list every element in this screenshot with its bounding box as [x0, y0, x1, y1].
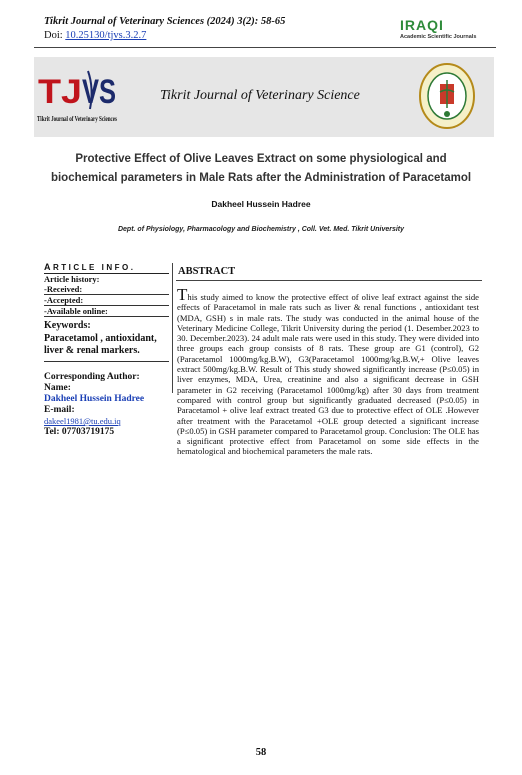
abstract-dropcap: T: [177, 285, 188, 304]
received-label: -Received:: [44, 284, 169, 295]
iraqi-journals-logo: [400, 17, 492, 40]
affiliation: Dept. of Physiology, Pharmacology and Biochemistry , Coll. Vet. Med. Tikrit University: [117, 226, 405, 233]
email-link[interactable]: dakeel1981@tu.edu.iq: [44, 416, 121, 426]
corresponding-author-label: Corresponding Author:: [44, 372, 140, 382]
column-divider: [172, 263, 173, 393]
paper-title-line-1: Protective Effect of Olive Leaves Extract on some physiological and: [75, 153, 447, 165]
page-number: 58: [255, 747, 267, 758]
svg-text:TJ: TJ: [38, 73, 82, 111]
article-info-heading-rest: RTICLE INFO.: [53, 263, 136, 272]
doi-link[interactable]: 10.25130/tjvs.3.2.7: [65, 30, 147, 41]
article-info-heading-initial: A: [44, 262, 53, 272]
abstract-body: [177, 285, 479, 457]
email-label: E-mail:: [44, 405, 75, 415]
author-name: Dakheel Hussein Hadree: [211, 199, 311, 209]
abstract-heading: ABSTRACT: [178, 266, 236, 277]
journal-citation: Tikrit Journal of Veterinary Sciences (2024) 3(2): 58-65: [44, 16, 286, 27]
article-info-panel: [44, 262, 169, 438]
corresponding-author-name: Dakheel Hussein Hadree: [44, 394, 145, 404]
paper-title: [40, 150, 482, 188]
name-label: Name:: [44, 383, 71, 393]
iraqi-logo-subtitle: Academic Scientific Journals: [400, 34, 477, 40]
article-history-label: Article history:: [44, 274, 100, 284]
journal-name: Tikrit Journal of Veterinary Science: [160, 88, 360, 103]
accepted-label: -Accepted:: [44, 295, 169, 306]
available-online-label: -Available online:: [44, 306, 169, 317]
doi-line: [44, 30, 146, 41]
iraqi-logo-word: IRAQI: [400, 17, 444, 33]
university-seal-icon: [418, 62, 476, 130]
header-divider: [34, 47, 496, 48]
keywords-list: Paracetamol , antioxidant, liver & renal markers.: [44, 333, 169, 362]
keywords-label: Keywords:: [44, 320, 91, 331]
article-info-heading: [44, 262, 169, 274]
abstract-text: his study aimed to know the protective effect of olive leaf extract against the side effects of Paracetamol in male rats such as liver & renal functions , antioxidant test (MDA, GSH) s in male rats. The study was conducted in the animal house of the Veterinary Medicine College, Tikrit University during the period (1. Desember.2023 to 30. December.2023). 24 adult male rats were used in this study. They were divided into three groups each group consists of 8 rats. These group are G1 (control), G2 (Paracetamol 1000mg/kg.B.W), G3(Paracetamol 1000mg/kg.B.W,+ Olive leaves extract 500mg/kg.B.W. Result of This study showed significantly increase (P≤0.05) in liver enzymes, MDA, Urea, creatinine and also a significant decrease in GSH parameter in G2 receiving (Paracetamol 1000mg/kg) after 30 days from treatment compared with control group but significantly graduated decreased (P≤0.05) in Paracetamol + olive leaf extract treated G3 due to protective effect of OLE .However after treatment with the Paracetamol +OLE group detected a significant increase (P≤0.05) in GSH parameter compared to Paracetamol group. Conclusion: The OLE has a significant protective effect from Paracetamol on some side effects in the hematological and biochemical parameters the male rats.: [177, 292, 479, 457]
doi-label: Doi:: [44, 30, 63, 41]
tjvs-logo-caption: Tikrit Journal of Veterinary Sciences: [37, 115, 118, 123]
telephone: Tel: 07703719175: [44, 427, 115, 437]
tjvs-logo: [36, 63, 118, 129]
svg-text:VS: VS: [82, 73, 116, 111]
paper-title-line-2: biochemical parameters in Male Rats after the Administration of Paracetamol: [50, 172, 472, 184]
abstract-divider: [176, 280, 482, 281]
